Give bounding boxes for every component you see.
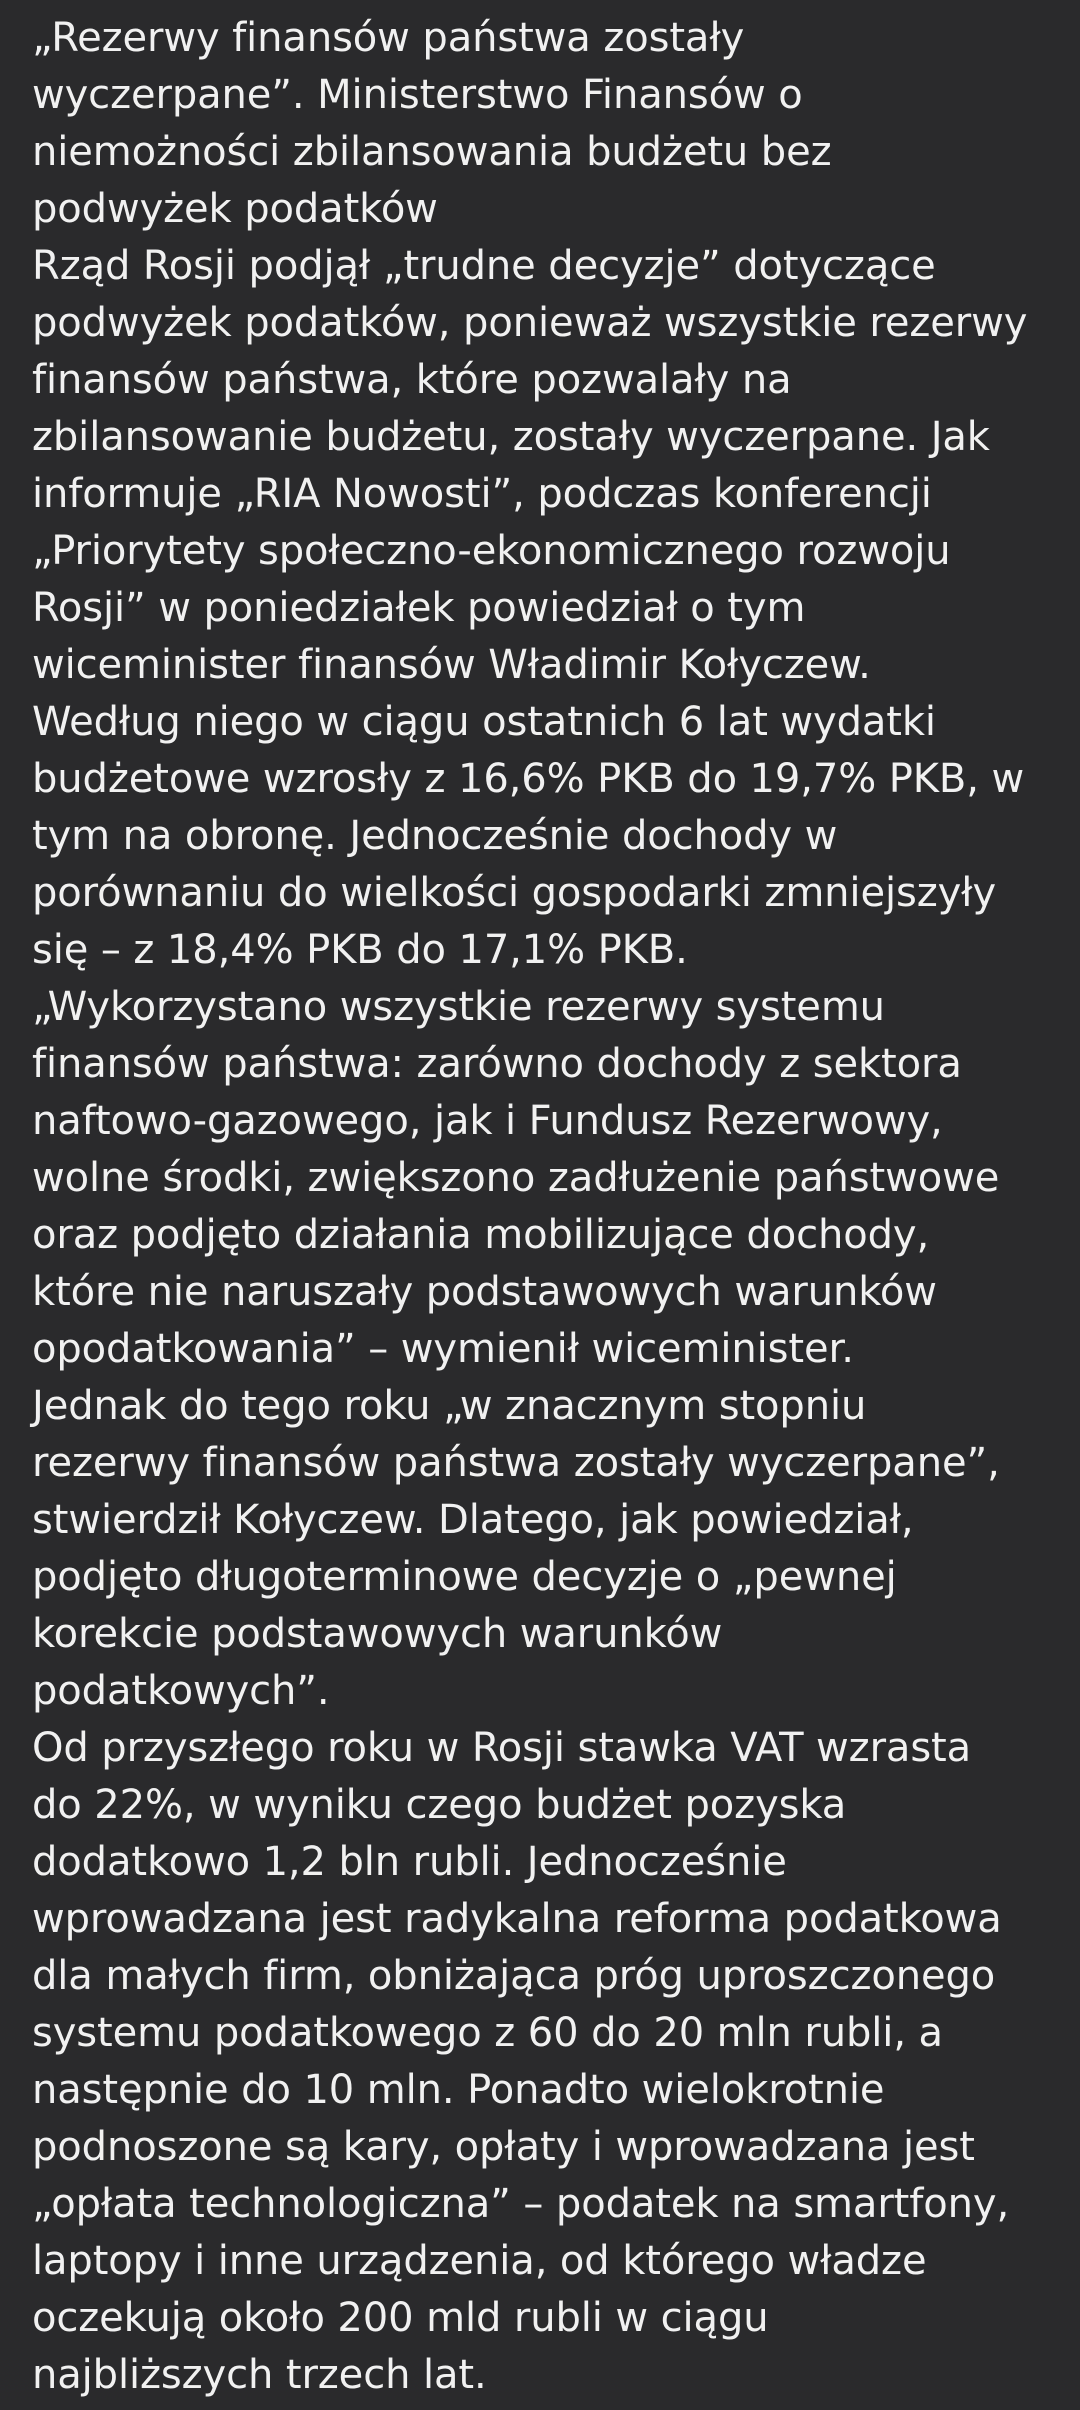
- post-text: „Rezerwy finansów państwa zostały wyczerpane”. Ministerstwo Finansów o niemożności zbilansowania budżetu bez podwyżek podatków Rząd Rosji podjął „trudne decyzje” dotyczące podwyżek podatków, ponieważ wszystkie rezerwy finansów państwa, które pozwalały na zbilansowanie budżetu, zostały wyczerpane. Jak informuje „RIA Nowosti”, podczas konferencji „Priorytety społeczno-ekonomicznego rozwoju Rosji” w poniedziałek powiedział o tym wiceminister finansów Władimir Kołyczew. Według niego w ciągu ostatnich 6 lat wydatki budżetowe wzrosły z 16,6% PKB do 19,7% PKB, w tym na obronę. Jednocześnie dochody w porównaniu do wielkości gospodarki zmniejszyły się – z 18,4% PKB do 17,1% PKB. „Wykorzystano wszystkie rezerwy systemu finansów państwa: zarówno dochody z sektora naftowo-gazowego, jak i Fundusz Rezerwowy, wolne środki, zwiększono zadłużenie państwowe oraz podjęto działania mobilizujące dochody, które nie naruszały podstawowych warunków opodatkowania” – wymienił wiceminister. Jednak do tego roku „w znacznym stopniu rezerwy finansów państwa zostały wyczerpane”, stwierdził Kołyczew. Dlatego, jak powiedział, podjęto długoterminowe decyzje o „pewnej korekcie podstawowych warunków podatkowych”. Od przyszłego roku w Rosji stawka VAT wzrasta do 22%, w wyniku czego budżet pozyska dodatkowo 1,2 bln rubli. Jednocześnie wprowadzana jest radykalna reforma podatkowa dla małych firm, obniżająca próg uproszczonego systemu podatkowego z 60 do 20 mln rubli, a następnie do 10 mln. Ponadto wielokrotnie podnoszone są kary, opłaty i wprowadzana jest „opłata technologiczna” – podatek na smartfony, laptopy i inne urządzenia, od którego władze oczekują około 200 mld rubli w ciągu najbliższych trzech lat.: [32, 15, 1028, 2398]
